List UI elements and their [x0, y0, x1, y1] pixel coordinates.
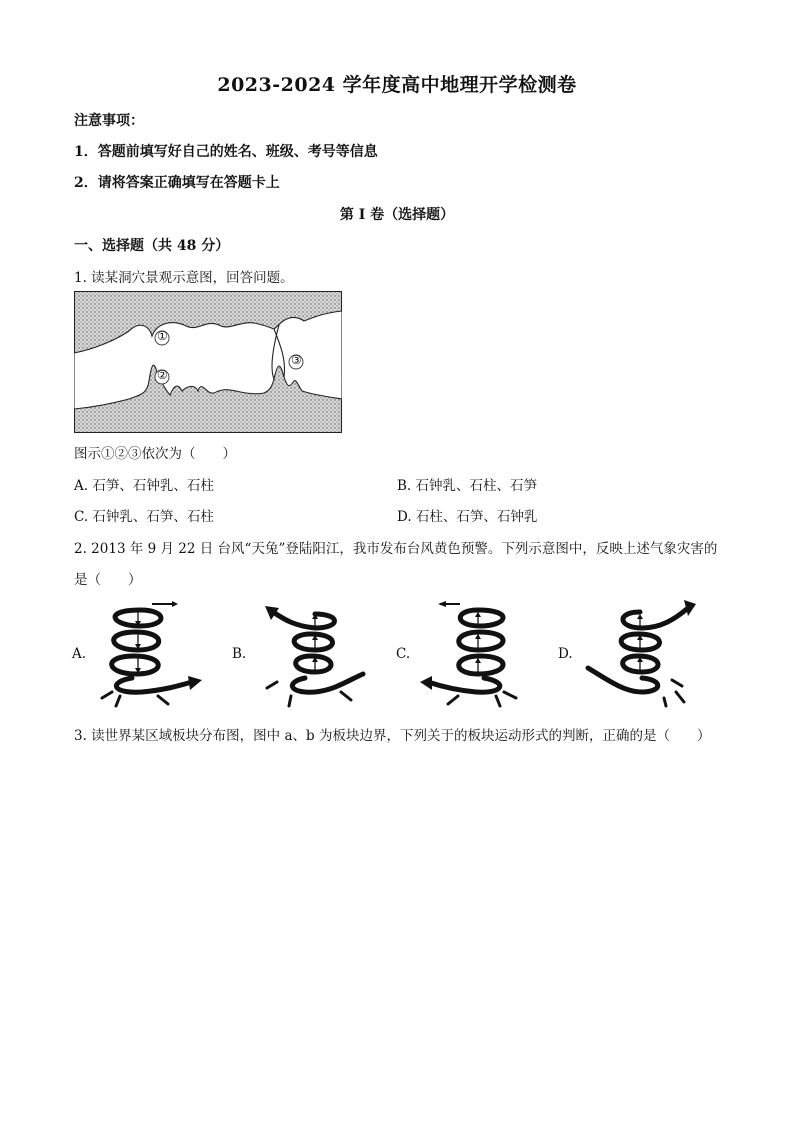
q2-option-c-label[interactable]: C.: [396, 646, 411, 662]
q3-stem: 3. 读世界某区域板块分布图，图中 a、b 为板块边界，下列关于的板块运动形式的判断，正确的是（ ）: [74, 728, 711, 744]
section-title: 一、选择题（共 48 分）: [74, 238, 230, 254]
q2-option-d-label[interactable]: D.: [558, 646, 573, 662]
q1-prompt: 图示①②③依次为（ ）: [74, 446, 236, 462]
notes-item-2: 2．请将答案正确填写在答题卡上: [74, 175, 280, 191]
volume-title: 第 I 卷（选择题）: [339, 207, 455, 223]
notes-item-1: 1．答题前填写好自己的姓名、班级、考号等信息: [74, 144, 378, 160]
q1-option-d[interactable]: D. 石柱、石笋、石钟乳: [397, 509, 538, 525]
notes-heading: 注意事项：: [74, 113, 144, 129]
cave-label-2: ②: [157, 368, 168, 382]
cave-label-3: ③: [291, 353, 302, 367]
cyclone-diagram-b[interactable]: [255, 598, 375, 708]
q2-stem-line-2: 是（ ）: [74, 572, 142, 588]
q1-stem: 1. 读某洞穴景观示意图，回答问题。: [74, 270, 294, 286]
cyclone-diagram-d[interactable]: [580, 598, 700, 708]
cave-label-1: ①: [157, 329, 168, 343]
q1-option-a[interactable]: A. 石笋、石钟乳、石柱: [74, 478, 214, 494]
q1-option-b[interactable]: B. 石钟乳、石柱、石笋: [397, 478, 538, 494]
q2-option-a-label[interactable]: A.: [72, 646, 87, 662]
q1-option-c[interactable]: C. 石钟乳、石笋、石柱: [74, 509, 214, 525]
q2-stem-line-1: 2. 2013 年 9 月 22 日 台风“天兔”登陆阳江，我市发布台风黄色预警。下列示意图中，反映上述气象灾害的: [74, 541, 718, 557]
cyclone-diagram-c[interactable]: [418, 598, 538, 708]
exam-title: 2023-2024 学年度高中地理开学检测卷: [217, 74, 577, 96]
q2-option-b-label[interactable]: B.: [232, 646, 247, 662]
cave-diagram: [74, 291, 342, 433]
cyclone-diagram-a[interactable]: [92, 598, 212, 708]
